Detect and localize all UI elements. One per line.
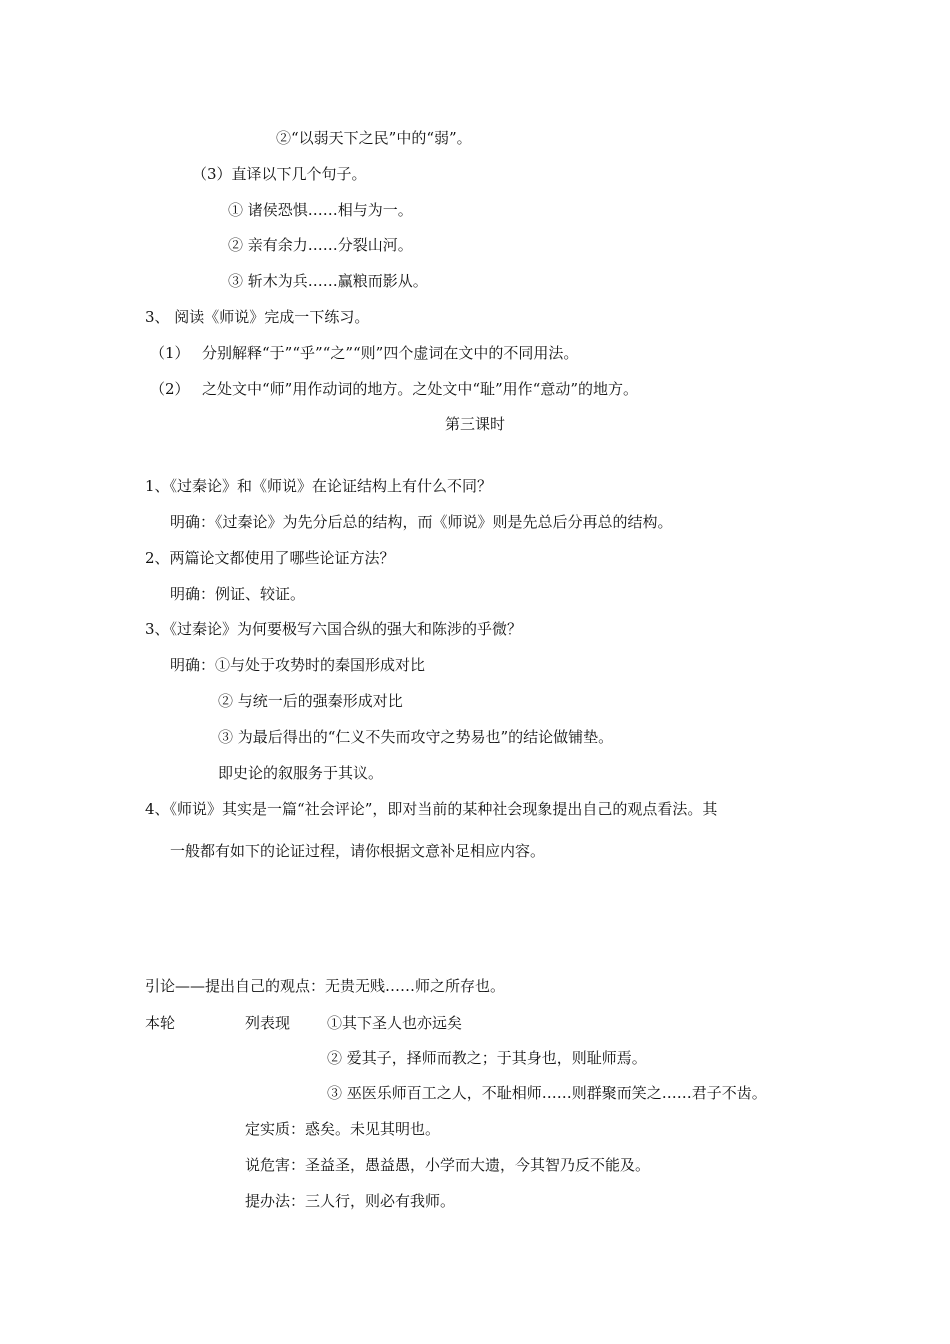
- answer-line: ③ 为最后得出的“仁义不失而攻守之势易也”的结论做铺垫。: [218, 728, 614, 746]
- section-title: 第三课时: [444, 415, 505, 433]
- text-line: ② 亲有余力……分裂山河。: [228, 236, 413, 254]
- outline-line: ③ 巫医乐师百工之人，不耻相师……则群聚而笑之……君子不齿。: [327, 1084, 767, 1102]
- outline-line: 提办法：三人行，则必有我师。: [245, 1192, 456, 1210]
- text-line: 之处文中“师”用作动词的地方。之处文中“耻”用作“意动”的地方。: [202, 380, 639, 398]
- text-line: （3）直译以下几个句子。: [192, 165, 367, 183]
- answer-line: 明确：例证、较证。: [170, 585, 306, 603]
- outline-line: 引论——提出自己的观点：无贵无贱……师之所存也。: [145, 977, 506, 995]
- answer-line: 明确：《过秦论》为先分后总的结构，而《师说》则是先总后分再总的结构。: [170, 513, 673, 531]
- text-line: 一般都有如下的论证过程，请你根据文意补足相应内容。: [170, 842, 546, 860]
- question-heading: 1、《过秦论》和《师说》在论证结构上有什么不同？: [145, 477, 493, 495]
- outline-line: ② 爱其子，择师而教之；于其身也，则耻师焉。: [327, 1049, 647, 1067]
- outline-line: 定实质：惑矣。未见其明也。: [245, 1120, 441, 1138]
- item-number: （1）: [150, 344, 190, 362]
- question-heading: 2、两篇论文都使用了哪些论证方法？: [145, 549, 395, 567]
- question-heading: 4、《师说》其实是一篇“社会评论”，即对当前的某种社会现象提出自己的观点看法。其: [145, 800, 718, 818]
- text-line: ③ 斩木为兵……赢粮而影从。: [228, 272, 428, 290]
- answer-line: 明确：①与处于攻势时的秦国形成对比: [170, 656, 426, 674]
- text-line: ②“以弱天下之民”中的“弱”。: [276, 129, 472, 147]
- question-heading: 3、 阅读《师说》完成一下练习。: [145, 308, 370, 326]
- question-heading: 3、《过秦论》为何要极写六国合纵的强大和陈涉的乎微？: [145, 620, 523, 638]
- answer-line: 即史论的叙服务于其议。: [218, 764, 384, 782]
- item-number: （2）: [150, 380, 190, 398]
- answer-line: ② 与统一后的强秦形成对比: [218, 692, 403, 710]
- outline-label: 本轮: [145, 1014, 176, 1032]
- outline-line: ①其下圣人也亦远矣: [327, 1014, 463, 1032]
- outline-line: 说危害：圣益圣，愚益愚，小学而大遗，今其智乃反不能及。: [245, 1156, 651, 1174]
- text-line: ① 诸侯恐惧……相与为一。: [228, 201, 413, 219]
- text-line: 分别解释“于”“乎”“之”“则”四个虚词在文中的不同用法。: [202, 344, 579, 362]
- outline-label: 列表现: [245, 1014, 291, 1032]
